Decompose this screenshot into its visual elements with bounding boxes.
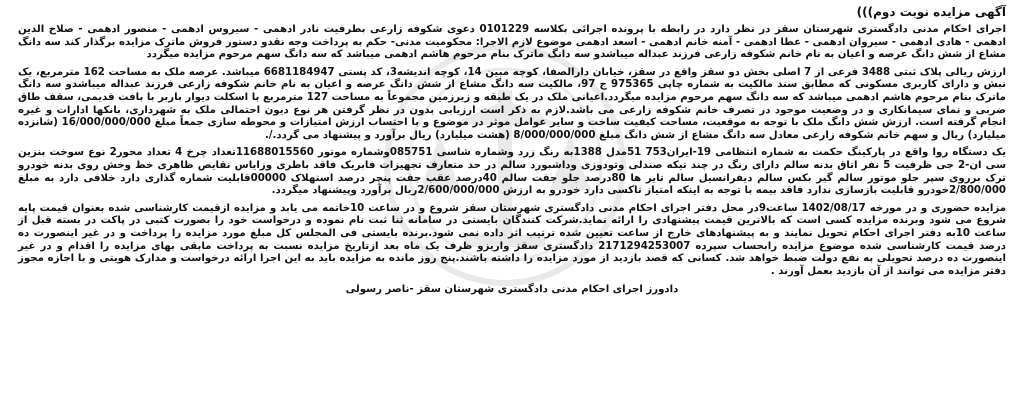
notice-title: آگهی مزایده نوبت دوم))): [856, 5, 1006, 19]
notice-paragraph-vehicle: یک دستگاه روا واقع در پارکینگ حکمت به شماره انتظامی 19-ایران753 51مدل 1388به رنگ زرد وشماره شاسی 085751وشماره موتور 11688015560تعداد چرخ 4 تعداد محور2 نوع سوخت بنزین سی ان-2 جی ظرفیت 5 نفر اتاق بدنه سالم دارای رنگ در چند تیکه صندلی وتودوزی وداشبورد سالم در حد متعارف تجهیزات فابریک فاقد باطری وزایاس نقایص ظاهری خط وخش روی بدنه خودرو ترک برروی سپر جلو موتور سالم گیر بکس سالم دیفرانسیل سالم تایر ها 80درصد جلو جفت سالم 40درصد عقب جفت پنچر درصد استهلاک 00000قابلیت شماره گذاری دارد خلافی دارد به مبلغ 2/800/000خودرو قابلیت بازسازی ندارد فاقد بیمه با توجه به اینکه امتیاز تاکسی دارد خودرو به ارزش 2/600/000/000ریال برآورد وپیشنهاد میگردد.: [18, 147, 1007, 197]
notice-signature: دادورز اجرای احکام مدنی دادگستری شهرستان سقز -ناصر رسولی: [345, 284, 679, 296]
notice-paragraph-intro: اجرای احکام مدنی دادگستری شهرستان سقز در نظر دارد در رابطه با پرونده اجرائی بکلاسه 0101229 دعوی شکوفه زارعی بطرفیت نادر ادهمی - سیروس ادهمی - منصور ادهمی - صلاح الدین ادهمی - هادی ادهمی - سیروان ادهمی - عطا ادهمی - آمنه خانم ادهمی - اسعد ادهمی موضوع لازم الاجرا: محکومیت مدنی- حکم به پرداخت وجه نقدو دستور فروش ماترک مزایده برگذار کند سه دانگ مشاع از شش دانگ عرصه و اعیان به نام خانم شکوفه زارعی فرزند عبداله میباشدو سه دانگ ماترک بنام مرحوم هاشم ادهمی میباشد که سه دانگ سهم مرحوم مزایده میگردد: [18, 24, 1006, 61]
auction-notice: [18, 4, 1006, 396]
notice-paragraph-property: ارزش ریالی پلاک ثبتی 3488 فرعی از 7 اصلی بخش دو سقز واقع در سقز، خیابان دارالصفا، کوچه مبین 14، کوچه اندیشه3، کد پستی 6681184947 میباشد. عرصه ملک به مساحت 162 مترمربع، یک نبش و دارای کاربری مسکونی که مطابق سند مالکیت به شماره چاپی 975365 ج 97، مالکیت سه دانگ مشاع از شش دانگ عرصه و اعیان به نام خانم شکوفه زارعی فرزند عبداله میباشدو سه دانگ ماترک بنام مرحوم هاشم ادهمی میباشد که سه دانگ سهم مرحوم مزایده میگردد.اعیانی ملک در یک طبقه و زیرزمین مجموعاً به مساحت 127 مترمربع با اسکلت دیوار باربر با بافت قدیمی، سقف طاق ضربی و نمای سیمانکاری و در وضعیت موجود در تصرف خانم شکوفه زارعی می باشد.لازم به ذکر است ارزیابی بدون در نظر گرفتن هر نوع دیون احتمالی ملک به شهرداری، بانکها ادارات و غیره انجام گرفته است. ارزش شش دانگ ملک با توجه به موقعیت، مساحت کیفیت ساخت و سایر عوامل موثر در موضوع و با احتساب ارزش امتیازات و محوطه سازی جمعاً مبلغ 16/000/000/000 (شانزده میلیارد) ریال و سهم خانم شکوفه زارعی معادل سه دانگ مشاع از شش دانگ مبلغ 8/000/000/000 (هشت میلیارد) ریال برآورد و پیشنهاد می گردد./.: [18, 66, 1007, 141]
notice-paragraph-terms: مزایده حضوری و در مورخه 1402/08/17 ساعت9در محل دفتر اجرای احکام مدنی دادگستری شهرستان سقز شروع و در ساعت 10خاتمه می یابد و مزایده ازقیمت کارشناسی شده بعنوان قیمت پایه شروع می شود وبرنده مزایده کسی است که بالاترین قیمت پیشنهادی را ارائه نماید.شرکت کنندگان بایستی در سامانه ثنا ثبت نام نموده و درخواست خود را بصورت کتبی در پاکت در بسته قبل از ساعت 10به دفتر اجرای احکام تحویل نمایند و به پیشنهادهای خارج از ساعت تعیین شده ترتیب اثر داده نمی شود.برنده بایستی فی المجلس کل مبلغ مورد مزایده را پرداخت و در غیر اینصورت ده درصد قیمت کارشناسی شده موضوع مزایده رابحساب سپرده 2171294253007 دادگستری سقز واریزو ظرف یک ماه بعد ازتاریخ مزایده نسبت به پرداخت مابقی بهای مزایده را اقدام و در غیر اینصورت ده درصد تحویلی به نفع دولت ضبط خواهد شد. کسانی که قصد بازدید از مورد مزایده را داشته باشند.پنج روز مانده به مزایده باید به این اجرا ارائه درخواست و مدارک هویتی و با اجازه مجوز دفتر مزایده می توانند از آن بازدید بعمل آورند .: [18, 202, 1006, 277]
